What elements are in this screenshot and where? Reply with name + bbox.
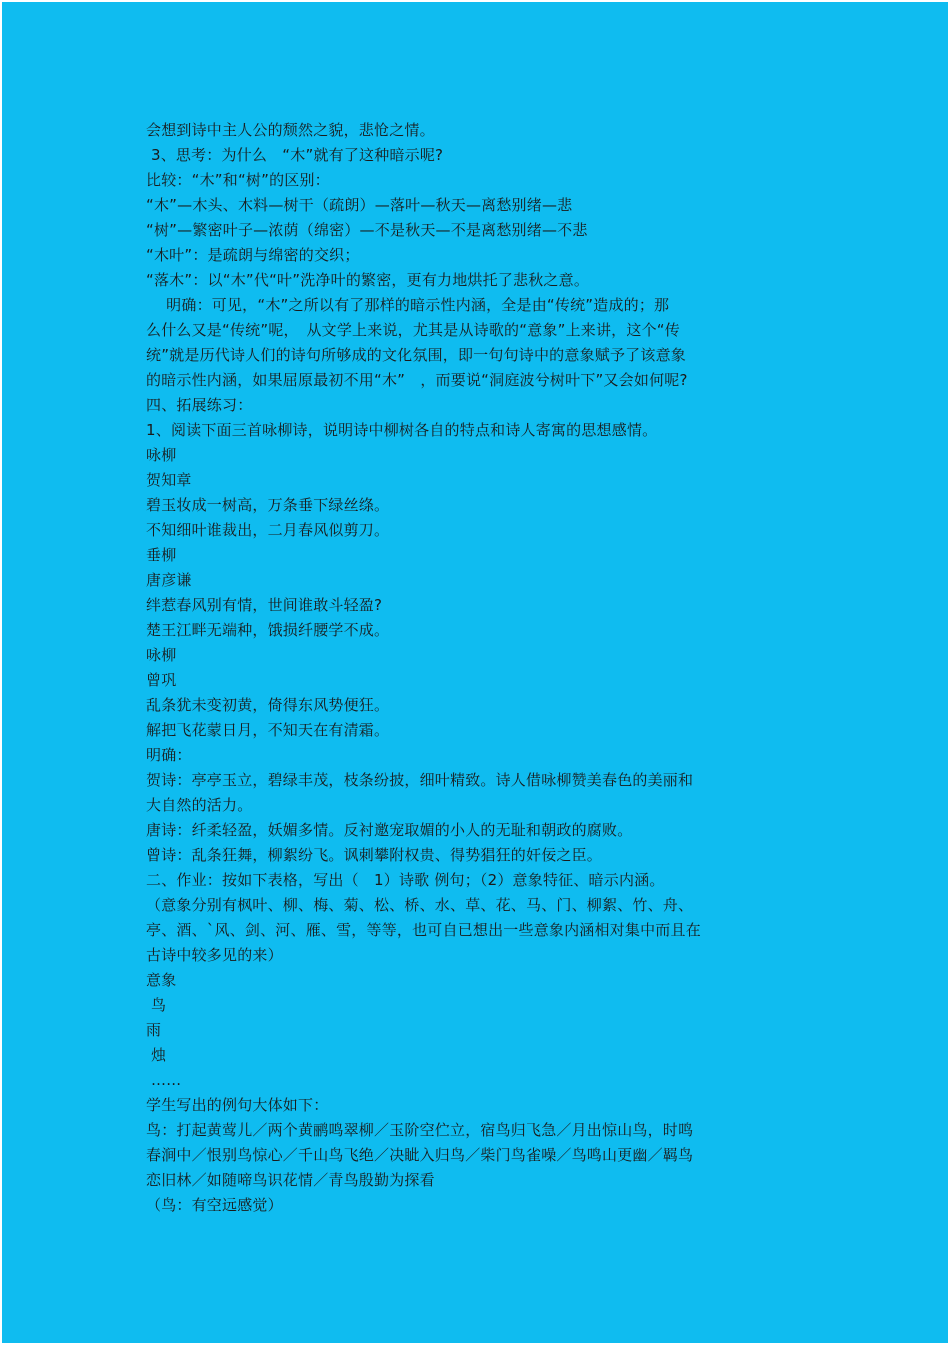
text-line: 鸟：打起黄莺儿／两个黄鹂鸣翠柳／玉阶空伫立，宿鸟归飞急／月出惊山鸟，时鸣 bbox=[146, 1121, 694, 1139]
text-line: 春涧中／恨别鸟惊心／千山鸟飞绝／决眦入归鸟／柴门鸟雀噪／鸟鸣山更幽／羁鸟 bbox=[146, 1146, 694, 1164]
document-page bbox=[2, 2, 948, 1343]
poem-author: 贺知章 bbox=[146, 471, 192, 489]
text-line: 学生写出的例句大体如下： bbox=[146, 1096, 329, 1114]
poem-author: 唐彦谦 bbox=[146, 571, 192, 589]
text-line: …… bbox=[146, 1071, 182, 1089]
poem-line: 解把飞花蒙日月，不知天在有清霜。 bbox=[146, 721, 390, 739]
text-line: 比较：“木”和“树”的区别： bbox=[146, 171, 330, 189]
poem-title: 咏柳 bbox=[146, 646, 177, 664]
text-line: 贺诗：亭亭玉立，碧绿丰茂，枝条纷披，细叶精致。诗人借咏柳赞美春色的美丽和 bbox=[146, 771, 694, 789]
text-line: 明确： bbox=[146, 746, 192, 764]
text-line: “木叶”：是疏朗与绵密的交织； bbox=[146, 246, 360, 264]
text-line: 明确：可见，“木”之所以有了那样的暗示性内涵，全是由“传统”造成的；那 bbox=[146, 296, 670, 314]
poem-title: 垂柳 bbox=[146, 546, 177, 564]
text-line: 1、阅读下面三首咏柳诗，说明诗中柳树各自的特点和诗人寄寓的思想感情。 bbox=[146, 421, 658, 439]
text-line: 鸟 bbox=[146, 996, 167, 1014]
text-line: 古诗中较多见的来） bbox=[146, 946, 283, 964]
poem-line: 楚王江畔无端种，饿损纤腰学不成。 bbox=[146, 621, 390, 639]
text-line: “落木”：以“木”代“叶”洗净叶的繁密，更有力地烘托了悲秋之意。 bbox=[146, 271, 590, 289]
text-line: 意象 bbox=[146, 971, 177, 989]
text-line: 唐诗：纤柔轻盈，妖媚多情。反衬邀宠取媚的小人的无耻和朝政的腐败。 bbox=[146, 821, 633, 839]
poem-line: 绊惹春风别有情，世间谁敢斗轻盈? bbox=[146, 596, 383, 614]
text-line: 统”就是历代诗人们的诗句所够成的文化氛围，即一句句诗中的意象赋予了该意象 bbox=[146, 346, 686, 364]
section-heading: 四、拓展练习： bbox=[146, 396, 253, 414]
poem-line: 碧玉妆成一树高，万条垂下绿丝绦。 bbox=[146, 496, 390, 514]
poem-title: 咏柳 bbox=[146, 446, 177, 464]
text-line: 会想到诗中主人公的颓然之貌，悲怆之情。 bbox=[146, 121, 435, 139]
text-line: 恋旧林／如随啼鸟识花情／青鸟殷勤为探看 bbox=[146, 1171, 435, 1189]
text-line: 亭、酒、`风、剑、河、雁、雪，等等，也可自已想出一些意象内涵相对集中而且在 bbox=[146, 921, 701, 939]
poem-author: 曾巩 bbox=[146, 671, 177, 689]
text-line: “树”—繁密叶子—浓荫（绵密）—不是秋天—不是离愁别绪—不悲 bbox=[146, 221, 588, 239]
text-line: 雨 bbox=[146, 1021, 162, 1039]
document-text bbox=[146, 118, 796, 1218]
text-line: 3、思考：为什么 “木”就有了这种暗示呢? bbox=[146, 146, 444, 164]
text-line: （意象分别有枫叶、柳、梅、菊、松、桥、水、草、花、马、门、柳絮、竹、舟、 bbox=[146, 896, 694, 914]
text-line: （鸟：有空远感觉） bbox=[146, 1196, 283, 1214]
section-heading: 二、作业：按如下表格，写出（ 1）诗歌 例句；（2）意象特征、暗示内涵。 bbox=[146, 871, 665, 889]
poem-line: 不知细叶谁裁出，二月春风似剪刀。 bbox=[146, 521, 390, 539]
text-line: 曾诗：乱条狂舞，柳絮纷飞。讽刺攀附权贵、得势猖狂的奸佞之臣。 bbox=[146, 846, 603, 864]
text-line: 大自然的活力。 bbox=[146, 796, 253, 814]
text-line: 的暗示性内涵，如果屈原最初不用“木” ，而要说“洞庭波兮树叶下”又会如何呢? bbox=[146, 371, 688, 389]
text-line: “木”—木头、木料—树干（疏朗）—落叶—秋天—离愁别绪—悲 bbox=[146, 196, 573, 214]
text-line: 烛 bbox=[146, 1046, 167, 1064]
poem-line: 乱条犹未变初黄，倚得东风势便狂。 bbox=[146, 696, 390, 714]
text-line: 么什么又是“传统”呢， 从文学上来说，尤其是从诗歌的“意象”上来讲，这个“传 bbox=[146, 321, 680, 339]
